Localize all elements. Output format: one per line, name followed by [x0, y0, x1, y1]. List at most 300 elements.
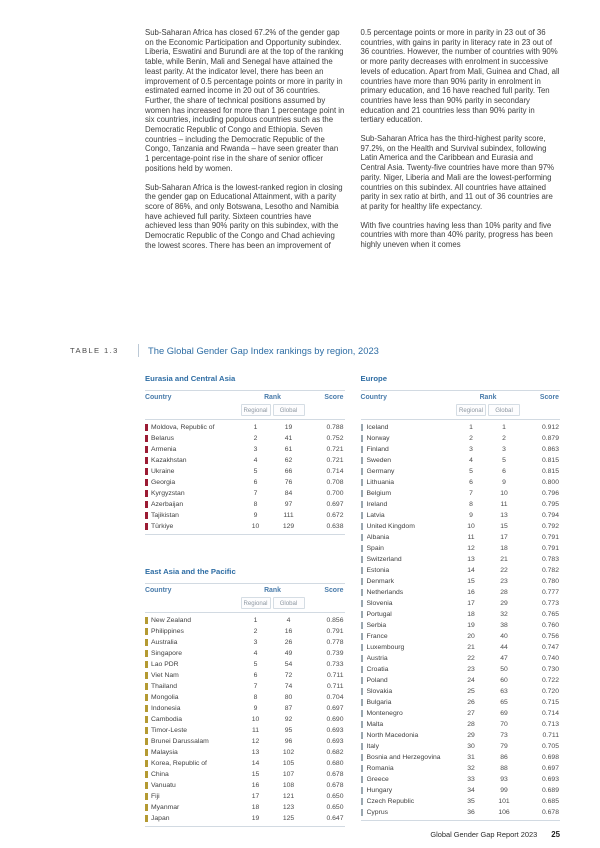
- table-row: [361, 521, 561, 532]
- score-cell: 0.693: [541, 776, 559, 783]
- global-rank-cell: 13: [500, 512, 508, 519]
- region-tick: [361, 743, 364, 750]
- table-row: [361, 543, 561, 554]
- country-cell: Korea, Republic of: [151, 760, 207, 767]
- regional-rank-cell: 17: [467, 600, 475, 607]
- region-tick: [145, 727, 148, 734]
- regional-rank-cell: 10: [467, 523, 475, 530]
- score-cell: 0.720: [541, 688, 559, 695]
- region-tick: [361, 424, 364, 431]
- regional-rank-cell: 2: [253, 435, 258, 442]
- global-rank-cell: 74: [284, 683, 293, 690]
- score-cell: 0.693: [326, 727, 344, 734]
- country-cell: Philippines: [151, 628, 184, 635]
- region-tick: [361, 446, 364, 453]
- regional-rank-cell: 6: [253, 479, 258, 486]
- global-rank-cell: 125: [282, 815, 295, 822]
- regional-rank-cell: 22: [467, 655, 475, 662]
- global-rank-cell: 17: [500, 534, 508, 541]
- table-europe: [361, 374, 561, 821]
- region-tick: [361, 754, 364, 761]
- country-column-header: Country: [360, 394, 387, 401]
- country-cell: Hungary: [366, 787, 393, 794]
- score-cell: 0.791: [541, 545, 559, 552]
- country-cell: Germany: [366, 468, 395, 475]
- table-subheader-row: [145, 404, 345, 420]
- regional-rank-cell: 17: [251, 793, 260, 800]
- table-row: [145, 521, 345, 532]
- global-rank-cell: 121: [282, 793, 295, 800]
- global-rank-cell: 61: [284, 446, 293, 453]
- regional-rank-cell: 16: [251, 782, 260, 789]
- table-row: [361, 422, 561, 433]
- regional-rank-cell: 21: [467, 644, 475, 651]
- region-tick: [145, 738, 148, 745]
- country-cell: Timor-Leste: [151, 727, 188, 734]
- global-rank-cell: 10: [500, 490, 508, 497]
- country-cell: France: [366, 633, 388, 640]
- score-cell: 0.680: [326, 760, 344, 767]
- region-tick: [145, 457, 148, 464]
- regional-rank-cell: 19: [467, 622, 475, 629]
- regional-rank-cell: 3: [253, 639, 258, 646]
- score-cell: 0.711: [542, 732, 559, 739]
- table-row: [361, 510, 561, 521]
- country-cell: Portugal: [366, 611, 392, 618]
- score-cell: 0.760: [541, 622, 559, 629]
- global-rank-cell: 16: [284, 628, 293, 635]
- regional-rank-cell: 1: [253, 424, 258, 431]
- region-tick: [361, 633, 364, 640]
- body-text: [145, 28, 560, 259]
- region-tick: [145, 760, 148, 767]
- global-rank-cell: 49: [284, 650, 293, 657]
- global-rank-cell: 40: [500, 633, 508, 640]
- tables-right-column: [361, 374, 561, 827]
- global-rank-cell: 95: [284, 727, 293, 734]
- country-cell: Switzerland: [366, 556, 402, 563]
- table-row: [145, 681, 345, 692]
- regional-rank-cell: 8: [253, 694, 258, 701]
- global-rank-cell: 41: [284, 435, 293, 442]
- regional-rank-cell: 13: [251, 749, 260, 756]
- regional-rank-cell: 5: [253, 661, 258, 668]
- region-tick: [145, 661, 148, 668]
- country-cell: Norway: [366, 435, 390, 442]
- table-row: [361, 675, 561, 686]
- country-cell: Malaysia: [151, 749, 178, 756]
- regional-rank-cell: 32: [467, 765, 475, 772]
- table-row: [145, 670, 345, 681]
- country-cell: Romania: [366, 765, 394, 772]
- table-row: [361, 697, 561, 708]
- table-row: [361, 444, 561, 455]
- region-tick: [145, 716, 148, 723]
- global-rank-cell: 86: [500, 754, 508, 761]
- region-tick: [361, 699, 364, 706]
- score-column-header: Score: [324, 394, 344, 401]
- regional-rank-cell: 26: [467, 699, 475, 706]
- table-row: [361, 455, 561, 466]
- table-row: [145, 725, 345, 736]
- global-rank-cell: 72: [284, 672, 293, 679]
- country-cell: Serbia: [366, 622, 387, 629]
- global-rank-cell: 9: [502, 479, 506, 486]
- country-cell: Azerbaijan: [151, 501, 184, 508]
- table-row: [145, 769, 345, 780]
- score-cell: 0.647: [326, 815, 344, 822]
- regional-rank-column-header: Regional: [456, 404, 486, 416]
- score-cell: 0.791: [541, 534, 559, 541]
- table-row: [145, 758, 345, 769]
- region-tick: [145, 479, 148, 486]
- score-cell: 0.697: [541, 765, 559, 772]
- score-cell: 0.721: [326, 446, 344, 453]
- country-cell: Malta: [366, 721, 384, 728]
- global-rank-cell: 50: [500, 666, 508, 673]
- global-rank-cell: 96: [284, 738, 293, 745]
- score-cell: 0.796: [541, 490, 559, 497]
- table-row: [361, 565, 561, 576]
- regional-rank-cell: 9: [253, 705, 258, 712]
- global-rank-cell: 129: [282, 523, 295, 530]
- regional-rank-cell: 27: [467, 710, 475, 717]
- region-tick: [361, 809, 364, 816]
- country-cell: Armenia: [151, 446, 177, 453]
- region-tick: [145, 523, 148, 530]
- tables-left-column: [145, 374, 345, 827]
- score-column-header: Score: [539, 394, 559, 401]
- country-cell: Australia: [151, 639, 178, 646]
- region-tick: [145, 424, 148, 431]
- score-cell: 0.704: [326, 694, 344, 701]
- score-cell: 0.777: [541, 589, 559, 596]
- body-text-left-column: [145, 28, 345, 259]
- table-row: [361, 686, 561, 697]
- country-cell: Ireland: [366, 501, 388, 508]
- regional-rank-cell: 1: [469, 424, 473, 431]
- table-row: [361, 774, 561, 785]
- region-tick: [145, 512, 148, 519]
- region-tick: [145, 650, 148, 657]
- country-cell: Lao PDR: [151, 661, 179, 668]
- table-row: [145, 499, 345, 510]
- country-cell: Mongolia: [151, 694, 179, 701]
- region-tick: [145, 705, 148, 712]
- score-cell: 0.690: [326, 716, 344, 723]
- country-column-header: Country: [145, 587, 172, 594]
- score-cell: 0.780: [541, 578, 559, 585]
- table-row: [361, 620, 561, 631]
- regional-rank-cell: 24: [467, 677, 475, 684]
- regional-rank-cell: 35: [467, 798, 475, 805]
- table-row: [361, 532, 561, 543]
- global-rank-cell: 32: [500, 611, 508, 618]
- country-cell: Sweden: [366, 457, 392, 464]
- paragraph: Sub-Saharan Africa has closed 67.2% of the gender gap on the Economic Participation and Opportunity subindex. Liberia, Eswatini and Burundi are at the top of the ranking table, while Benin, Mali and Senegal have attained the least parity. At the indicator level, there has been an improvement of 0.5 percentage points or more in parity in estimated earned income in 20 out of 36 countries. Further, the share of technical positions assumed by women has increased for more than 1 percentage point in six countries, including populous countries such as the Democratic Republic of Congo and Ethiopia. Seven countries – including the Democratic Republic of the Congo, Tanzania and Rwanda – have seen greater than 1 percentage-point rise in the share of senior officer positions held by women.: [145, 28, 345, 173]
- regional-rank-cell: 30: [467, 743, 475, 750]
- score-cell: 0.792: [541, 523, 559, 530]
- score-column-header: Score: [324, 587, 344, 594]
- region-tick: [145, 672, 148, 679]
- table-row: [145, 659, 345, 670]
- country-cell: Luxembourg: [366, 644, 405, 651]
- region-tick: [145, 683, 148, 690]
- country-cell: Estonia: [366, 567, 390, 574]
- region-tick: [361, 611, 364, 618]
- regional-rank-cell: 20: [467, 633, 475, 640]
- region-tick: [361, 545, 364, 552]
- table-rows: [361, 420, 561, 821]
- global-rank-cell: 106: [498, 809, 510, 816]
- country-cell: Ukraine: [151, 468, 175, 475]
- regional-rank-cell: 31: [467, 754, 475, 761]
- table-row: [361, 807, 561, 818]
- global-rank-cell: 80: [284, 694, 293, 701]
- global-rank-cell: 2: [502, 435, 506, 442]
- score-cell: 0.689: [541, 787, 559, 794]
- score-cell: 0.815: [541, 457, 559, 464]
- global-rank-cell: 93: [500, 776, 508, 783]
- region-tick: [361, 765, 364, 772]
- rank-column-header: Rank: [264, 394, 281, 401]
- global-rank-cell: 70: [500, 721, 508, 728]
- table-subheader-row: [145, 597, 345, 613]
- regional-rank-cell: 6: [469, 479, 473, 486]
- score-cell: 0.815: [541, 468, 559, 475]
- regional-rank-cell: 4: [253, 457, 258, 464]
- score-cell: 0.788: [326, 424, 344, 431]
- table-title: The Global Gender Gap Index rankings by region, 2023: [138, 344, 379, 357]
- score-cell: 0.650: [326, 804, 344, 811]
- country-cell: Poland: [366, 677, 388, 684]
- global-rank-cell: 11: [500, 501, 508, 508]
- country-cell: North Macedonia: [366, 732, 419, 739]
- regional-rank-cell: 19: [251, 815, 260, 822]
- global-rank-cell: 88: [500, 765, 508, 772]
- paragraph: Sub-Saharan Africa is the lowest-ranked region in closing the gender gap on Educational Attainment, with a parity score of 86%, and only Botswana, Lesotho and Namibia have achieved full parity. Sixteen countries have achieved less than 90% parity on this subindex, with the Democratic Republic of the Congo and Chad achieving the lowest scores. There has been an improvement of: [145, 182, 343, 250]
- score-cell: 0.912: [541, 424, 559, 431]
- regional-rank-cell: 2: [253, 628, 258, 635]
- region-tick: [145, 771, 148, 778]
- global-rank-cell: 26: [284, 639, 293, 646]
- score-cell: 0.678: [326, 771, 344, 778]
- table-row: [361, 598, 561, 609]
- regional-rank-cell: 7: [253, 683, 258, 690]
- table-row: [361, 653, 561, 664]
- score-cell: 0.856: [326, 617, 344, 624]
- global-rank-cell: 44: [500, 644, 508, 651]
- region-tick: [145, 782, 148, 789]
- country-cell: Croatia: [366, 666, 389, 673]
- score-cell: 0.800: [541, 479, 559, 486]
- country-cell: Belarus: [151, 435, 175, 442]
- table-row: [361, 785, 561, 796]
- global-rank-cell: 65: [500, 699, 508, 706]
- country-cell: Albania: [366, 534, 390, 541]
- region-tick: [361, 666, 364, 673]
- table-row: [361, 488, 561, 499]
- country-column-header: Country: [145, 394, 172, 401]
- regional-rank-cell: 28: [467, 721, 475, 728]
- regional-rank-cell: 14: [251, 760, 260, 767]
- table-row: [361, 433, 561, 444]
- regional-rank-cell: 13: [467, 556, 475, 563]
- table-row: [145, 510, 345, 521]
- table-row: [361, 609, 561, 620]
- table-row: [361, 708, 561, 719]
- regional-rank-cell: 23: [467, 666, 475, 673]
- global-rank-cell: 111: [283, 512, 294, 519]
- region-tick: [361, 677, 364, 684]
- global-rank-cell: 73: [500, 732, 508, 739]
- score-cell: 0.672: [326, 512, 344, 519]
- global-rank-cell: 38: [500, 622, 508, 629]
- region-tick: [361, 490, 364, 497]
- country-cell: Slovakia: [366, 688, 393, 695]
- country-cell: Bulgaria: [366, 699, 392, 706]
- score-cell: 0.714: [326, 468, 344, 475]
- country-cell: Belgium: [366, 490, 392, 497]
- country-cell: Moldova, Republic of: [151, 424, 215, 431]
- table-row: [361, 763, 561, 774]
- country-cell: Kyrgyzstan: [151, 490, 185, 497]
- global-rank-column-header: Global: [488, 404, 520, 416]
- footer-page-number: 25: [551, 830, 560, 839]
- table-row: [145, 780, 345, 791]
- country-cell: Slovenia: [366, 600, 393, 607]
- region-tables: [145, 374, 560, 827]
- score-cell: 0.783: [541, 556, 559, 563]
- global-rank-cell: 21: [500, 556, 508, 563]
- global-rank-cell: 23: [500, 578, 508, 585]
- global-rank-cell: 15: [500, 523, 508, 530]
- regional-rank-cell: 4: [469, 457, 473, 464]
- country-cell: Japan: [151, 815, 170, 822]
- region-tick: [361, 523, 364, 530]
- table-row: [145, 736, 345, 747]
- score-cell: 0.682: [326, 749, 344, 756]
- region-table-title: Europe: [360, 374, 387, 383]
- regional-rank-cell: 25: [467, 688, 475, 695]
- score-cell: 0.711: [326, 672, 344, 679]
- table-row: [361, 576, 561, 587]
- regional-rank-cell: 6: [253, 672, 258, 679]
- country-cell: Türkiye: [151, 523, 174, 530]
- global-rank-cell: 29: [500, 600, 508, 607]
- global-rank-cell: 84: [284, 490, 293, 497]
- global-rank-column-header: Global: [273, 404, 305, 416]
- table-row: [361, 466, 561, 477]
- global-rank-column-header: Global: [273, 597, 305, 609]
- score-cell: 0.747: [541, 644, 559, 651]
- regional-rank-cell: 14: [467, 567, 475, 574]
- paragraph: Sub-Saharan Africa has the third-highest parity score, 97.2%, on the Health and Survival subindex, following Latin America and the Caribbean and Eurasia and Central Asia. Twenty-five countries have more than 97% parity. Niger, Liberia and Mali are the lowest-performing countries on this subindex. All countries have attained parity in sex ratio at birth, and 11 out of 36 countries are at parity for healthy life expectancy.: [360, 134, 555, 211]
- table-row: [361, 741, 561, 752]
- country-cell: Iceland: [366, 424, 389, 431]
- table-east-asia-and-the-pacific: [145, 567, 345, 827]
- regional-rank-cell: 34: [467, 787, 475, 794]
- score-cell: 0.721: [326, 457, 344, 464]
- regional-rank-cell: 16: [467, 589, 475, 596]
- region-tick: [361, 776, 364, 783]
- global-rank-cell: 18: [500, 545, 508, 552]
- table-subheader-row: [361, 404, 561, 420]
- score-cell: 0.638: [326, 523, 344, 530]
- region-tick: [145, 815, 148, 822]
- regional-rank-cell: 7: [469, 490, 473, 497]
- country-cell: New Zealand: [151, 617, 192, 624]
- global-rank-cell: 87: [284, 705, 293, 712]
- regional-rank-cell: 7: [253, 490, 258, 497]
- table-header-row: [145, 583, 345, 597]
- table-row: [361, 477, 561, 488]
- region-tick: [361, 600, 364, 607]
- regional-rank-cell: 33: [467, 776, 475, 783]
- score-cell: 0.708: [326, 479, 344, 486]
- table-eurasia-and-central-asia: [145, 374, 345, 535]
- region-tick: [145, 804, 148, 811]
- global-rank-cell: 60: [500, 677, 508, 684]
- global-rank-cell: 5: [502, 457, 506, 464]
- region-tick: [361, 479, 364, 486]
- table-row: [145, 444, 345, 455]
- table-row: [145, 466, 345, 477]
- paragraph: With five countries having less than 10% parity and five countries with more than 40% parity, progress has been highly uneven when it comes: [360, 220, 553, 250]
- region-tick: [145, 639, 148, 646]
- table-row: [145, 422, 345, 433]
- table-row: [145, 791, 345, 802]
- score-cell: 0.678: [541, 809, 559, 816]
- regional-rank-cell: 15: [467, 578, 475, 585]
- score-cell: 0.685: [541, 798, 559, 805]
- country-cell: Netherlands: [366, 589, 404, 596]
- score-cell: 0.740: [541, 655, 559, 662]
- country-cell: Czech Republic: [366, 798, 415, 805]
- global-rank-cell: 102: [282, 749, 295, 756]
- global-rank-cell: 79: [500, 743, 508, 750]
- table-row: [145, 714, 345, 725]
- country-cell: Spain: [366, 545, 384, 552]
- score-cell: 0.879: [541, 435, 559, 442]
- footer-report-title: Global Gender Gap Report 2023: [430, 830, 538, 839]
- region-tick: [145, 617, 148, 624]
- regional-rank-cell: 15: [251, 771, 260, 778]
- region-table-title: Eurasia and Central Asia: [145, 374, 236, 383]
- global-rank-cell: 3: [502, 446, 506, 453]
- table-row: [145, 488, 345, 499]
- regional-rank-cell: 9: [253, 512, 258, 519]
- table-row: [361, 554, 561, 565]
- region-tick: [145, 435, 148, 442]
- score-cell: 0.722: [541, 677, 559, 684]
- region-tick: [361, 798, 364, 805]
- regional-rank-cell: 1: [253, 617, 258, 624]
- score-cell: 0.773: [541, 600, 559, 607]
- rank-column-header: Rank: [479, 394, 497, 401]
- region-table-title: East Asia and the Pacific: [145, 567, 236, 576]
- table-rows: [145, 420, 345, 535]
- global-rank-cell: 105: [282, 760, 295, 767]
- country-cell: Denmark: [366, 578, 395, 585]
- country-cell: Brunei Darussalam: [151, 738, 209, 745]
- region-tick: [361, 567, 364, 574]
- score-cell: 0.765: [541, 611, 559, 618]
- regional-rank-cell: 4: [253, 650, 258, 657]
- regional-rank-cell: 2: [469, 435, 473, 442]
- region-tick: [361, 644, 364, 651]
- table-row: [361, 664, 561, 675]
